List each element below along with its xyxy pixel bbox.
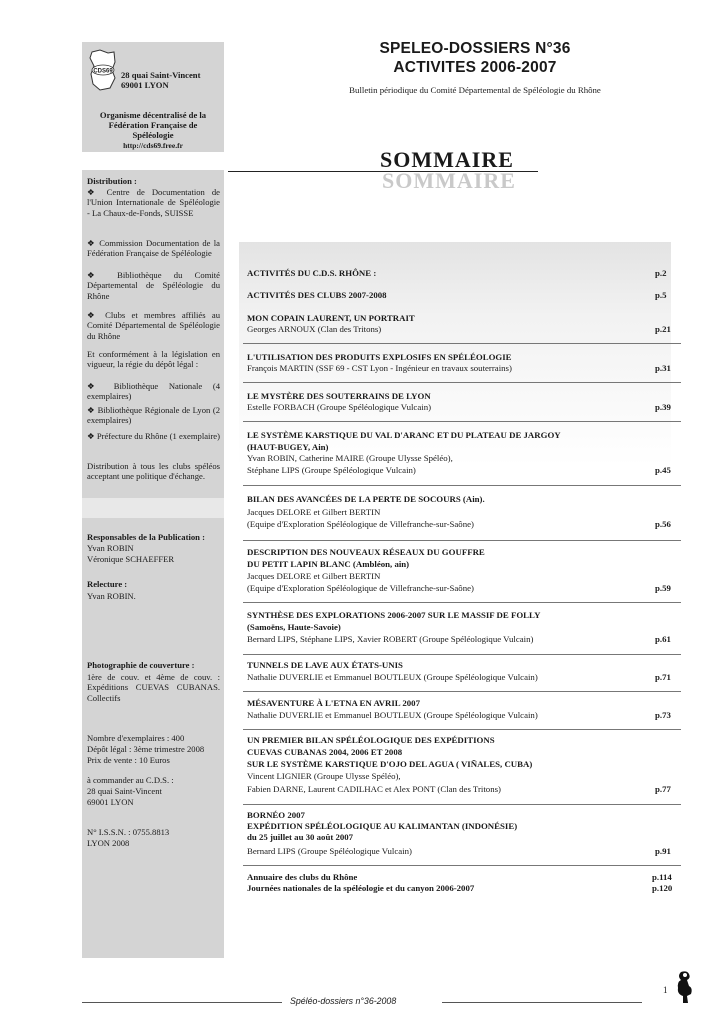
- toc-entry-authors: Bernard LIPS, Stéphane LIPS, Xavier ROBERT (Groupe Spéléologique Vulcain): [247, 634, 534, 644]
- distribution-item: ❖ Commission Documentation de la Fédération Française de Spéléologie: [87, 238, 220, 259]
- toc-entry-title: Journées nationales de la spéléologie et du canyon 2006-2007: [247, 883, 475, 893]
- depot-legal: Dépôt légal : 3ème trimestre 2008: [87, 744, 205, 754]
- toc-entry-title-3: du 25 juillet au 30 août 2007: [247, 832, 354, 842]
- toc-separator: [243, 691, 681, 692]
- toc-entry-authors: Yvan ROBIN, Catherine MAIRE (Groupe Ulysse Spéléo),: [247, 453, 453, 463]
- toc-page: p.21: [655, 324, 671, 334]
- legal-intro: Et conformément à la législation en vigueur, la régie du dépôt légal :: [87, 349, 220, 370]
- relecture-title: Relecture :: [87, 579, 128, 589]
- toc-entry-authors: Nathalie DUVERLIE et Emmanuel BOUTLEUX (Groupe Spéléologique Vulcain): [247, 710, 538, 720]
- toc-entry-authors: Georges ARNOUX (Clan des Tritons): [247, 324, 382, 334]
- org-line-1: Organisme décentralisé de la: [99, 110, 207, 120]
- title-line-2: ACTIVITES 2006-2007: [393, 59, 557, 76]
- toc-entry-authors-2: (Equipe d'Exploration Spéléologique de Villefranche-sur-Saône): [247, 583, 474, 593]
- toc-entry-authors-2: Stéphane LIPS (Groupe Spéléologique Vulcain): [247, 465, 416, 475]
- toc-separator: [243, 343, 681, 344]
- distribution-item: ❖ Bibliothèque du Comité Départemental de Spéléologie du Rhône: [87, 270, 220, 301]
- address-line-2: 69001 LYON: [121, 80, 169, 90]
- toc-entry-title: MON COPAIN LAURENT, UN PORTRAIT: [247, 313, 415, 323]
- commander-line-2: 28 quai Saint-Vincent: [87, 786, 162, 796]
- toc-entry-title: L'UTILISATION DES PRODUITS EXPLOSIFS EN SPÉLÉOLOGIE: [247, 352, 512, 362]
- toc-separator: [243, 540, 681, 541]
- toc-entry-title-2: DU PETIT LAPIN BLANC (Ambléon, ain): [247, 559, 410, 569]
- toc-entry-title: BILAN DES AVANCÉES DE LA PERTE DE SOCOURS (Ain).: [247, 494, 485, 504]
- toc-page: p.45: [655, 465, 671, 475]
- toc-entry-title-2: (HAUT-BUGEY, Ain): [247, 442, 329, 452]
- toc-entry-title-3: SUR LE SYSTÈME KARSTIQUE D'OJO DEL AGUA ( VIÑALES, CUBA): [247, 759, 533, 769]
- toc-entry-authors: Jacques DELORE et Gilbert BERTIN: [247, 507, 381, 517]
- toc-page: p.56: [655, 519, 671, 529]
- legal-item: ❖ Bibliothèque Nationale (4 exemplaires): [87, 381, 220, 402]
- toc-entry-authors: Vincent LIGNIER (Groupe Ulysse Spéléo),: [247, 771, 401, 781]
- svg-text:CDS69: CDS69: [93, 68, 113, 75]
- toc-separator: [243, 865, 681, 866]
- toc-page: p.61: [655, 634, 671, 644]
- page-number: 1: [663, 985, 668, 995]
- website-link[interactable]: http://cds69.free.fr: [123, 141, 183, 150]
- toc-entry-title: UN PREMIER BILAN SPÉLÉOLOGIQUE DES EXPÉDITIONS: [247, 735, 495, 745]
- clubs-note: Distribution à tous les clubs spéléos acceptant une politique d'échange.: [87, 461, 220, 482]
- toc-entry-title-2: (Samoëns, Haute-Savoie): [247, 622, 341, 632]
- toc-entry-authors: François MARTIN (SSF 69 - CST Lyon - Ingénieur en travaux souterrains): [247, 363, 512, 373]
- toc-page: p.71: [655, 672, 671, 682]
- address-line-1: 28 quai Saint-Vincent: [121, 70, 201, 80]
- toc-page: p.73: [655, 710, 671, 720]
- distribution-item: ❖ Centre de Documentation de l'Union Internationale de Spéléologie - La Chaux-de-Fonds, SUISSE: [87, 187, 220, 218]
- tirage: Nombre d'exemplaires : 400: [87, 733, 185, 743]
- prix: Prix de vente : 10 Euros: [87, 755, 170, 765]
- caver-icon: [673, 970, 695, 1004]
- toc-page: p.5: [655, 290, 667, 300]
- footer-rule-left: [82, 1002, 282, 1003]
- toc-separator: [243, 485, 681, 486]
- toc-entry-title: LE SYSTÈME KARSTIQUE DU VAL D'ARANC ET DU PLATEAU DE JARGOY: [247, 430, 561, 440]
- toc-entry-title: TUNNELS DE LAVE AUX ÉTATS-UNIS: [247, 660, 403, 670]
- toc-page: p.2: [655, 268, 667, 278]
- footer-text: Spéléo-dossiers n°36-2008: [290, 996, 397, 1006]
- toc-entry-title: BORNÉO 2007: [247, 810, 305, 820]
- photo-title: Photographie de couverture :: [87, 660, 195, 670]
- subtitle: Bulletin périodique du Comité Départemental de Spéléologie du Rhône: [349, 85, 601, 95]
- toc-entry-title: DESCRIPTION DES NOUVEAUX RÉSEAUX DU GOUFFRE: [247, 547, 485, 557]
- toc-separator: [243, 382, 681, 383]
- toc-page: p.31: [655, 363, 671, 373]
- cds-logo: [88, 48, 118, 92]
- toc-entry-authors-2: Fabien DARNE, Laurent CADILHAC et Alex PONT (Clan des Tritons): [247, 784, 501, 794]
- toc-entry-title: Annuaire des clubs du Rhône: [247, 872, 358, 882]
- toc-separator: [243, 654, 681, 655]
- toc-entry-title: SYNTHÈSE DES EXPLORATIONS 2006-2007 SUR LE MASSIF DE FOLLY: [247, 610, 541, 620]
- toc-separator: [243, 602, 681, 603]
- toc-page: p.120: [652, 883, 673, 893]
- toc-separator: [243, 804, 681, 805]
- legal-item: ❖ Préfecture du Rhône (1 exemplaire): [87, 431, 220, 441]
- distribution-item: ❖ Clubs et membres affiliés au Comité Départemental de Spéléologie du Rhône: [87, 310, 220, 341]
- commander-line-3: 69001 LYON: [87, 797, 134, 807]
- responsable-1: Yvan ROBIN: [87, 543, 134, 553]
- toc-page: p.114: [652, 872, 672, 882]
- toc-entry-title-2: CUEVAS CUBANAS 2004, 2006 ET 2008: [247, 747, 403, 757]
- toc-entry-authors: Nathalie DUVERLIE et Emmanuel BOUTLEUX (Groupe Spéléologique Vulcain): [247, 672, 538, 682]
- toc-entry-title: ACTIVITÉS DES CLUBS 2007-2008: [247, 290, 387, 300]
- toc-separator: [243, 729, 681, 730]
- toc-page: p.39: [655, 402, 671, 412]
- toc-entry-title: ACTIVITÉS DU C.D.S. RHÔNE :: [247, 268, 377, 278]
- commander-line-1: à commander au C.D.S. :: [87, 775, 174, 785]
- toc-entry-title: MÉSAVENTURE À L'ETNA EN AVRIL 2007: [247, 698, 420, 708]
- title-line-1: SPELEO-DOSSIERS N°36: [379, 40, 571, 57]
- toc-separator: [243, 421, 681, 422]
- toc-entry-authors-2: (Equipe d'Exploration Spéléologique de Villefranche-sur-Saône): [247, 519, 474, 529]
- footer-rule-right: [442, 1002, 642, 1003]
- toc-entry-authors: Estelle FORBACH (Groupe Spéléologique Vulcain): [247, 402, 432, 412]
- toc-page: p.77: [655, 784, 671, 794]
- photo-credit: 1ère de couv. et 4ème de couv. : Expéditions CUEVAS CUBANAS. Collectifs: [87, 672, 220, 703]
- issn: N° I.S.S.N. : 0755.8813: [87, 827, 170, 837]
- toc-entry-title: LE MYSTÈRE DES SOUTERRAINS DE LYON: [247, 391, 431, 401]
- toc-entry-authors: Jacques DELORE et Gilbert BERTIN: [247, 571, 381, 581]
- relecture-name: Yvan ROBIN.: [87, 591, 136, 601]
- toc-page: p.59: [655, 583, 671, 593]
- sidebar-gap: [82, 498, 224, 518]
- issn-city: LYON 2008: [87, 838, 130, 848]
- responsable-2: Véronique SCHAEFFER: [87, 554, 175, 564]
- distribution-title: Distribution :: [87, 176, 137, 186]
- toc-page: p.91: [655, 846, 671, 856]
- sommaire-heading: SOMMAIRE: [380, 147, 514, 172]
- responsables-title: Responsables de la Publication :: [87, 532, 205, 542]
- org-line-3: Spéléologie: [132, 130, 174, 140]
- toc-entry-authors: Bernard LIPS (Groupe Spéléologique Vulcain): [247, 846, 412, 856]
- sommaire-shadow: SOMMAIRE: [382, 168, 516, 193]
- org-line-2: Fédération Française de: [108, 120, 198, 130]
- toc-entry-title-2: EXPÉDITION SPÉLÉOLOGIQUE AU KALIMANTAN (INDONÉSIE): [247, 821, 518, 831]
- legal-item: ❖ Bibliothèque Régionale de Lyon (2 exemplaires): [87, 405, 220, 426]
